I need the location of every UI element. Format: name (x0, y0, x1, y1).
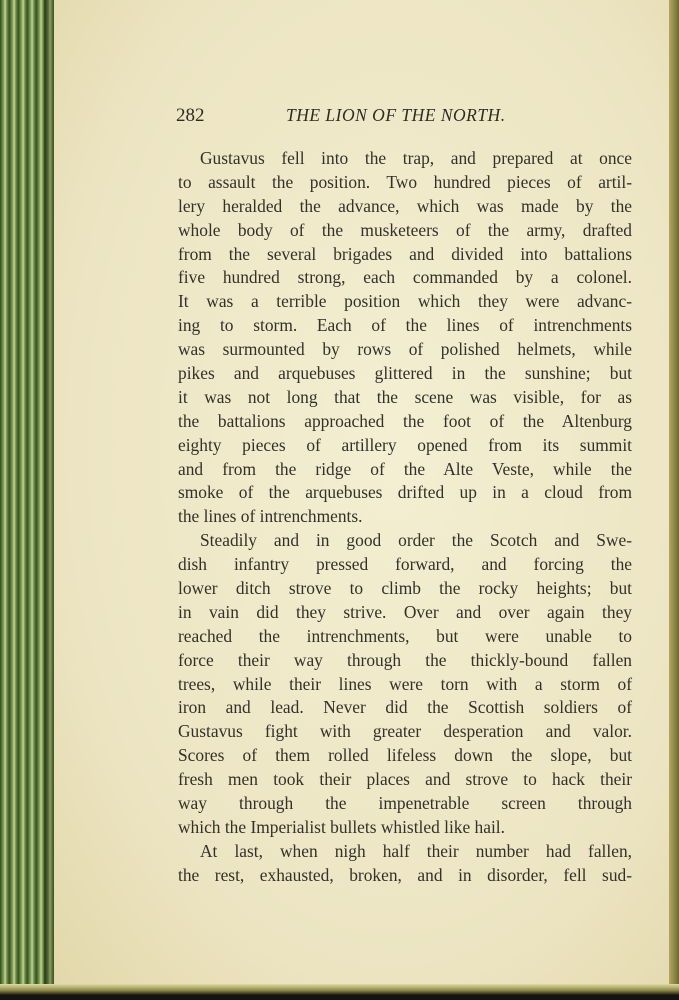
text-line: Scores of them rolled lifeless down the slope, but (178, 745, 632, 766)
running-head-title: THE LION OF THE NORTH. (286, 105, 506, 125)
running-head (176, 103, 656, 129)
text-line: At last, when nigh half their number had fallen, (200, 840, 632, 861)
text-line: It was a terrible position which they were advanc- (178, 291, 632, 312)
page-right-edge (669, 0, 679, 1000)
text-line: the rest, exhausted, broken, and in disorder, fell sud- (178, 864, 632, 885)
text-line: fresh men took their places and strove to hack their (178, 769, 632, 790)
text-line: lower ditch strove to climb the rocky heights; but (178, 578, 632, 599)
text-line: lery heralded the advance, which was made by the (178, 195, 632, 216)
text-line: Gustavus fight with greater desperation and valor. (178, 721, 632, 742)
text-line: and from the ridge of the Alte Veste, while the (178, 458, 632, 479)
text-line: from the several brigades and divided into battalions (178, 243, 632, 264)
text-line: to assault the position. Two hundred pieces of artil- (178, 171, 632, 192)
text-line: smoke of the arquebuses drifted up in a cloud from (178, 482, 632, 503)
body-text (178, 147, 632, 888)
text-line: trees, while their lines were torn with a storm of (178, 673, 632, 694)
text-line: which the Imperialist bullets whistled like hail. (178, 816, 505, 837)
text-line: was surmounted by rows of polished helmets, while (178, 339, 632, 360)
page-number: 282 (176, 105, 205, 126)
text-line: pikes and arquebuses glittered in the sunshine; but (178, 363, 632, 384)
text-line: it was not long that the scene was visible, for as (178, 386, 632, 407)
text-line: ing to storm. Each of the lines of intrenchments (178, 315, 632, 336)
text-line: whole body of the musketeers of the army, drafted (178, 219, 632, 240)
text-line: force their way through the thickly-bound fallen (178, 649, 632, 670)
text-line: the lines of intrenchments. (178, 506, 363, 527)
text-line: reached the intrenchments, but were unable to (178, 625, 632, 646)
text-line: way through the impenetrable screen through (178, 793, 632, 814)
page-bottom-edge (0, 984, 679, 1000)
text-line: the battalions approached the foot of the Altenburg (178, 410, 632, 431)
text-line: dish infantry pressed forward, and forcing the (178, 554, 632, 575)
text-line: Gustavus fell into the trap, and prepared at once (200, 148, 632, 168)
text-line: Steadily and in good order the Scotch and Swe- (200, 530, 632, 551)
text-line: iron and lead. Never did the Scottish soldiers of (178, 697, 632, 718)
text-line: eighty pieces of artillery opened from its summit (178, 434, 632, 455)
text-line: in vain did they strive. Over and over again they (178, 601, 632, 622)
text-line: five hundred strong, each commanded by a colonel. (178, 267, 632, 288)
